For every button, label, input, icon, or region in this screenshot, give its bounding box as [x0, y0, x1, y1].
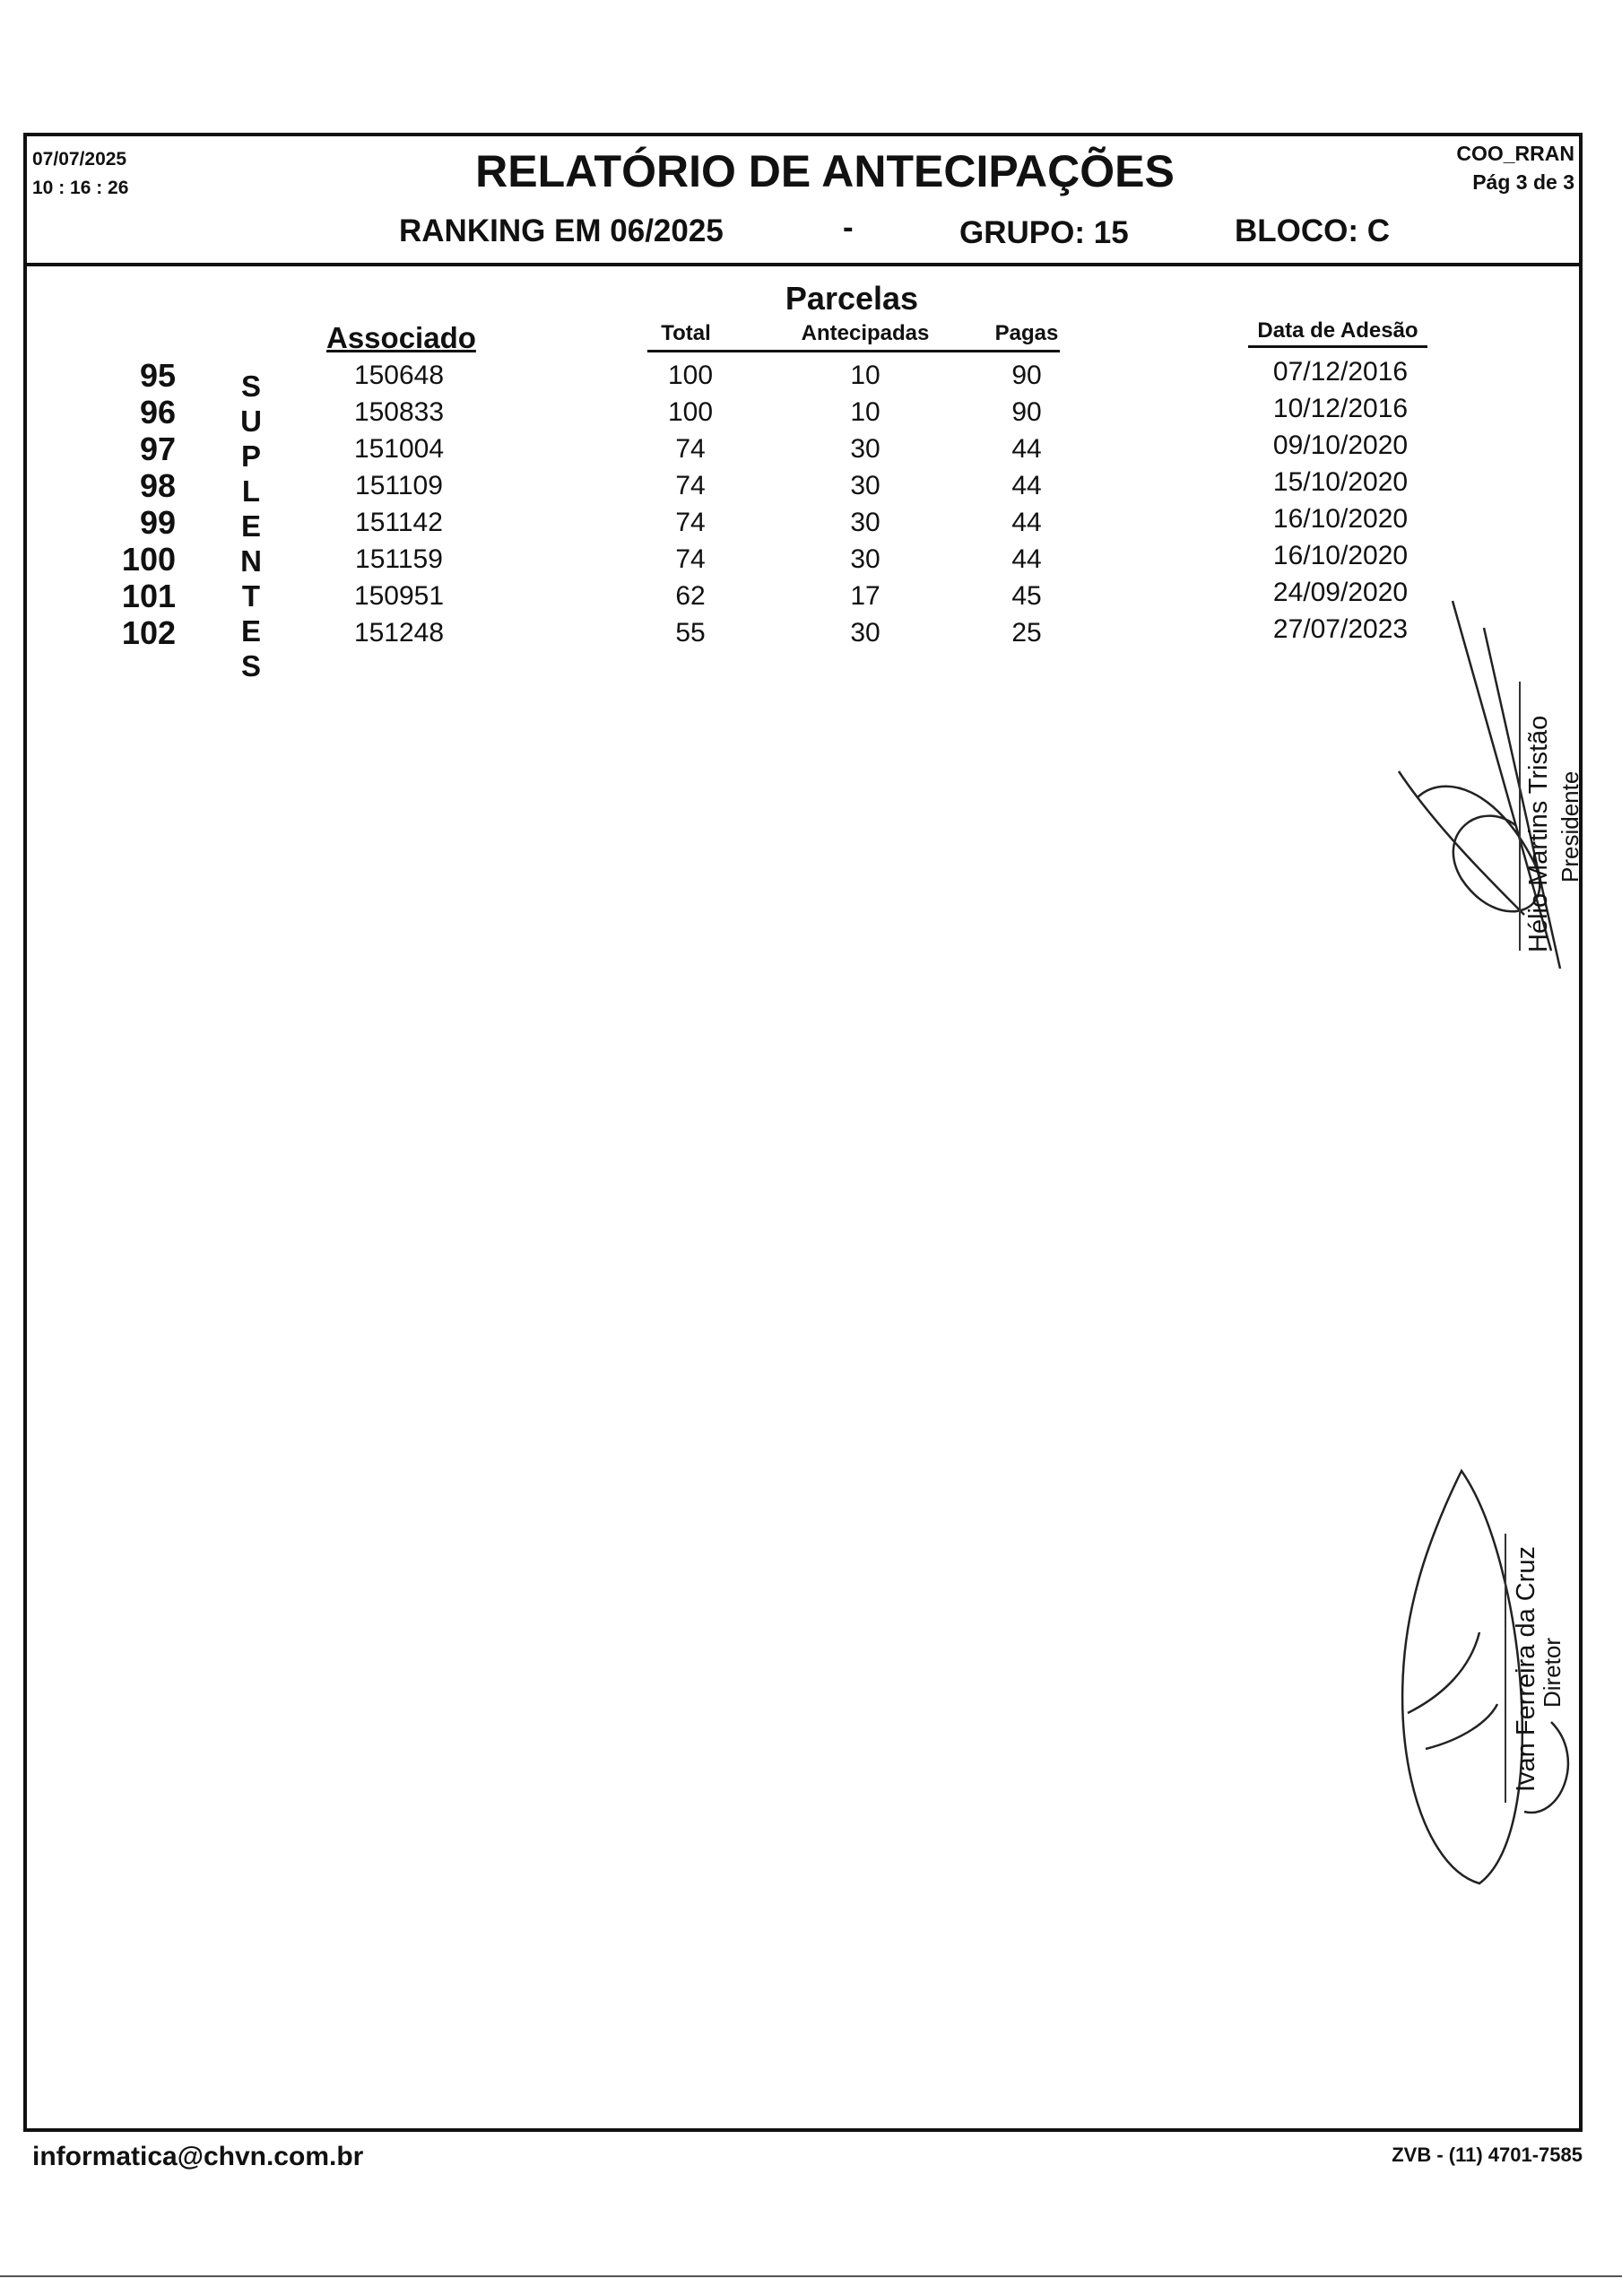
associado-id: 151109	[355, 471, 443, 500]
total-value: 55	[675, 618, 706, 648]
suplentes-letter: S	[240, 370, 261, 403]
rank-number: 96	[139, 394, 176, 430]
suplentes-letter: E	[240, 509, 261, 543]
director-role: Diretor	[1539, 1637, 1566, 1708]
antecipadas-value: 17	[850, 581, 880, 611]
total-value: 100	[667, 397, 714, 427]
associado-id: 151004	[353, 434, 445, 464]
suplentes-letter: T	[241, 579, 261, 613]
suplentes-letter: S	[240, 649, 261, 683]
parcelas-underline	[647, 350, 1060, 352]
president-rule	[1519, 682, 1521, 951]
president-role: Presidente	[1557, 770, 1583, 883]
total-value: 74	[675, 471, 706, 500]
rank-number: 101	[121, 578, 176, 614]
pagas-value: 90	[1011, 361, 1042, 390]
col-associado: Associado	[326, 321, 476, 354]
associado-id: 151248	[353, 618, 445, 648]
antecipadas-value: 30	[850, 434, 880, 464]
col-total: Total	[661, 321, 711, 345]
adesao-date: 09/10/2020	[1272, 430, 1409, 460]
bloco-label: BLOCO: C	[1235, 213, 1391, 248]
director-rule	[1505, 1534, 1506, 1803]
pagas-value: 44	[1011, 434, 1042, 464]
footer-phone: ZVB - (11) 4701-7585	[1392, 2144, 1583, 2166]
suplentes-letter: E	[240, 614, 261, 648]
antecipadas-value: 30	[850, 471, 880, 500]
pagas-value: 90	[1011, 397, 1042, 427]
report-title: RELATÓRIO DE ANTECIPAÇÕES	[475, 146, 1175, 196]
associado-id: 150833	[353, 397, 445, 427]
antecipadas-value: 30	[850, 544, 880, 574]
adesao-date: 24/09/2020	[1272, 578, 1409, 607]
adesao-date: 16/10/2020	[1272, 541, 1409, 570]
director-name: Ivan Ferreira da Cruz	[1512, 1546, 1540, 1792]
president-name: Hélio Martins Tristão	[1524, 715, 1553, 952]
associado-id: 151159	[355, 544, 443, 574]
rank-number: 98	[139, 467, 176, 504]
suplentes-letter: U	[240, 404, 262, 438]
total-value: 74	[675, 544, 706, 574]
adesao-date: 15/10/2020	[1272, 467, 1409, 497]
total-value: 100	[667, 361, 714, 390]
header-divider	[23, 263, 1583, 266]
bottom-rule	[0, 2275, 1622, 2277]
pagas-value: 45	[1011, 581, 1042, 611]
antecipadas-value: 30	[850, 508, 880, 537]
pagas-value: 44	[1011, 471, 1042, 500]
parcelas-header: Parcelas	[785, 280, 919, 317]
report-time: 10 : 16 : 26	[32, 178, 129, 198]
suplentes-letter: L	[241, 474, 261, 508]
col-pagas: Pagas	[994, 321, 1059, 345]
grupo-label: GRUPO: 15	[959, 215, 1129, 250]
adesao-date: 16/10/2020	[1272, 504, 1409, 534]
ranking-label: RANKING EM 06/2025	[399, 213, 724, 248]
total-value: 74	[675, 434, 706, 464]
antecipadas-value: 30	[850, 618, 880, 648]
report-date: 07/07/2025	[32, 149, 127, 170]
adesao-date: 10/12/2016	[1272, 394, 1409, 423]
pagas-value: 25	[1011, 618, 1042, 648]
antecipadas-value: 10	[850, 361, 880, 390]
adesao-date: 27/07/2023	[1272, 614, 1409, 644]
associado-id: 150648	[353, 361, 445, 390]
total-value: 62	[675, 581, 706, 611]
antecipadas-value: 10	[850, 397, 880, 427]
suplentes-letter: N	[240, 544, 262, 578]
suplentes-letter: P	[240, 439, 261, 473]
associado-id: 150951	[353, 581, 445, 611]
data-underline	[1248, 345, 1427, 348]
pagas-value: 44	[1011, 544, 1042, 574]
rank-number: 97	[139, 430, 176, 467]
associado-id: 151142	[355, 508, 443, 537]
pagas-value: 44	[1011, 508, 1042, 537]
rank-number: 95	[139, 357, 176, 394]
col-antecipadas: Antecipadas	[801, 321, 930, 345]
header-separator: -	[843, 210, 854, 245]
rank-number: 99	[139, 504, 176, 541]
footer-email: informatica@chvn.com.br	[32, 2142, 364, 2171]
page-number: Pág 3 de 3	[1472, 170, 1574, 194]
rank-number: 100	[121, 541, 176, 578]
rank-number: 102	[121, 614, 176, 651]
total-value: 74	[675, 508, 706, 537]
adesao-date: 07/12/2016	[1272, 357, 1409, 387]
report-code: COO_RRAN	[1456, 142, 1574, 165]
col-data-adesao: Data de Adesão	[1257, 318, 1418, 343]
